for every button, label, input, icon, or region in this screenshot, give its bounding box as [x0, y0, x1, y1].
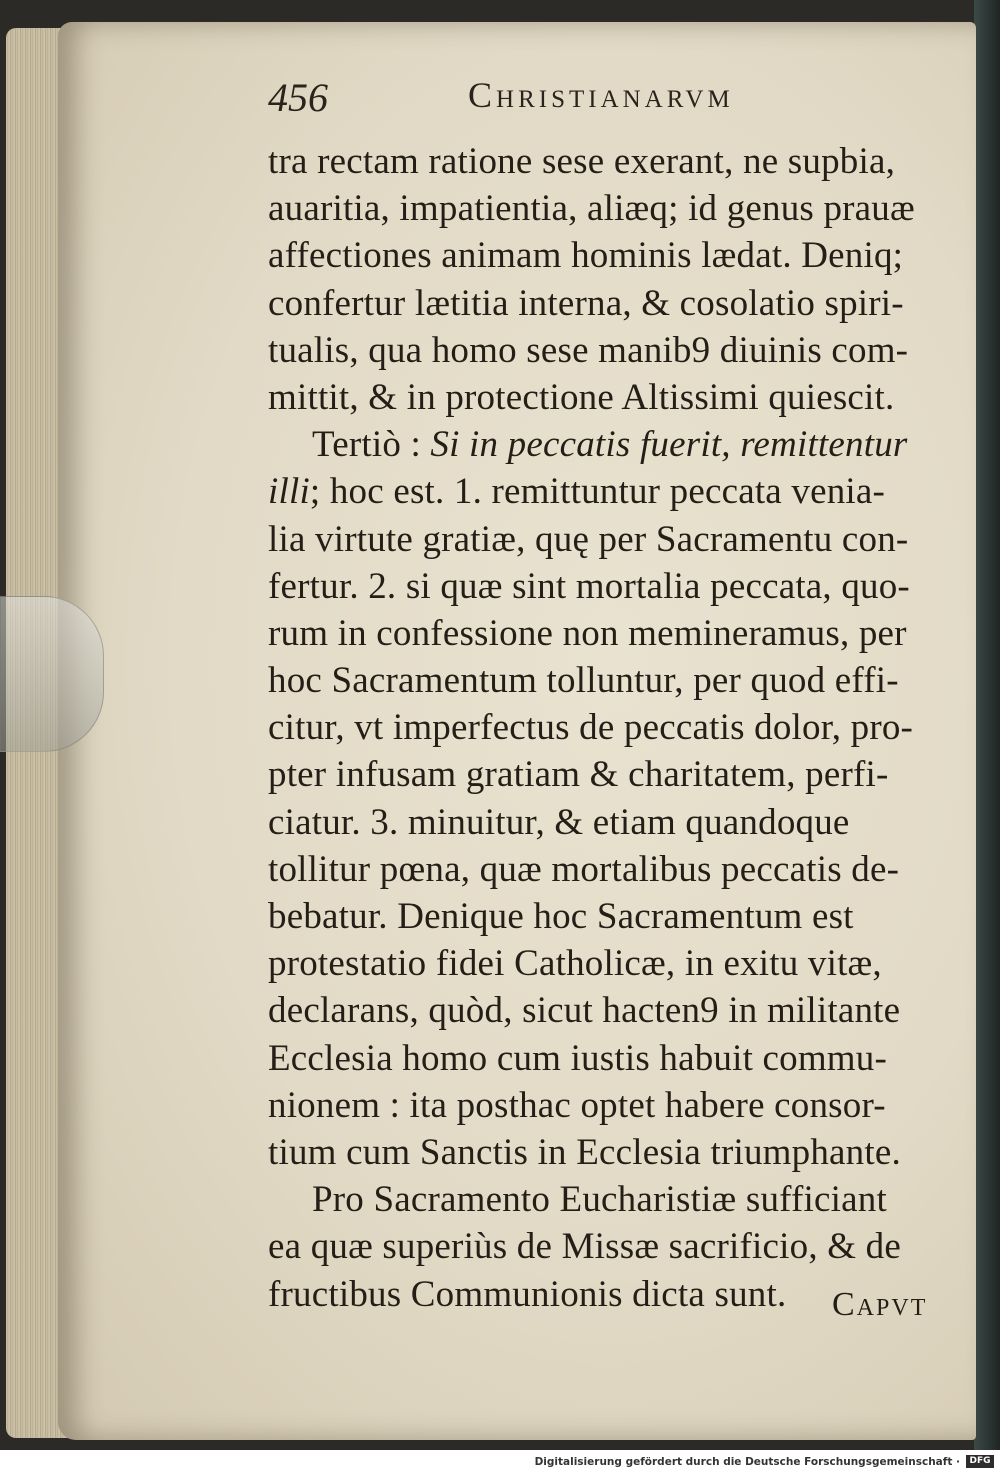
text-line: tualis, qua homo sese manib9 diuinis com-: [268, 329, 909, 371]
text-line: fertur. 2. si quæ sint mortalia peccata, quo-: [268, 565, 910, 607]
text-line: ciatur. 3. minuitur, & etiam quandoque: [268, 801, 850, 843]
text-line: tra rectam ratione sese exerant, ne supbia,: [268, 141, 896, 182]
text-line: rum in confessione non memineramus, per: [268, 612, 907, 654]
dfg-logo: DFG: [966, 1455, 994, 1468]
running-title: Christianarvm: [468, 75, 734, 115]
text-line: citur, vt imperfectus de peccatis dolor, pro-: [268, 707, 914, 749]
catchword: Capvt: [832, 1286, 928, 1323]
text-line: confertur lætitia interna, & cosolatio spiri-: [268, 282, 904, 324]
footer-bar: [0, 1450, 1000, 1474]
page-clip: [0, 596, 104, 752]
text-line: tium cum Sanctis in Ecclesia triumphante.: [268, 1131, 901, 1173]
text-line: Ecclesia homo cum iustis habuit commu-: [268, 1037, 888, 1079]
text-line: declarans, quòd, sicut hacten9 in militante: [268, 990, 901, 1032]
text-line: illi; hoc est. 1. remittuntur peccata venia-: [268, 471, 886, 513]
running-head: [268, 68, 828, 128]
text-line: lia virtute gratiæ, quę per Sacramentu con-: [268, 518, 909, 560]
text-line: nionem : ita posthac optet habere consor-: [268, 1084, 886, 1126]
text-line: Tertiò : Si in peccatis fuerit, remittentur: [312, 424, 908, 466]
text-line: auaritia, impatientia, aliæq; id genus prauæ: [268, 188, 915, 230]
text-line: hoc Sacramentum tolluntur, per quod effi-: [268, 660, 899, 702]
footer-credit: Digitalisierung gefördert durch die Deutsche Forschungsgemeinschaft ·: [534, 1456, 960, 1468]
text-line: tollitur pœna, quæ mortalibus peccatis de-: [268, 848, 900, 890]
text-line: protestatio fidei Catholicæ, in exitu vitæ,: [268, 943, 882, 985]
page-number: 456: [268, 75, 328, 120]
text-line: ea quæ superiùs de Missæ sacrificio, & de: [268, 1226, 901, 1268]
text-line: pter infusam gratiam & charitatem, perfi-: [268, 754, 889, 796]
text-line: fructibus Communionis dicta sunt.: [268, 1273, 787, 1315]
scripture-quote: illi: [268, 471, 310, 513]
scripture-quote: Si in peccatis fuerit, remittentur: [430, 424, 908, 466]
text-line: Pro Sacramento Eucharistiæ sufficiant: [312, 1179, 887, 1221]
text-line: mittit, & in protectione Altissimi quiescit.: [268, 376, 895, 418]
text-line: bebatur. Denique hoc Sacramentum est: [268, 896, 854, 937]
body-text: [268, 138, 936, 1318]
book-cover-edge: [974, 0, 1000, 1450]
text-line: affectiones animam hominis lædat. Deniq;: [268, 235, 904, 277]
